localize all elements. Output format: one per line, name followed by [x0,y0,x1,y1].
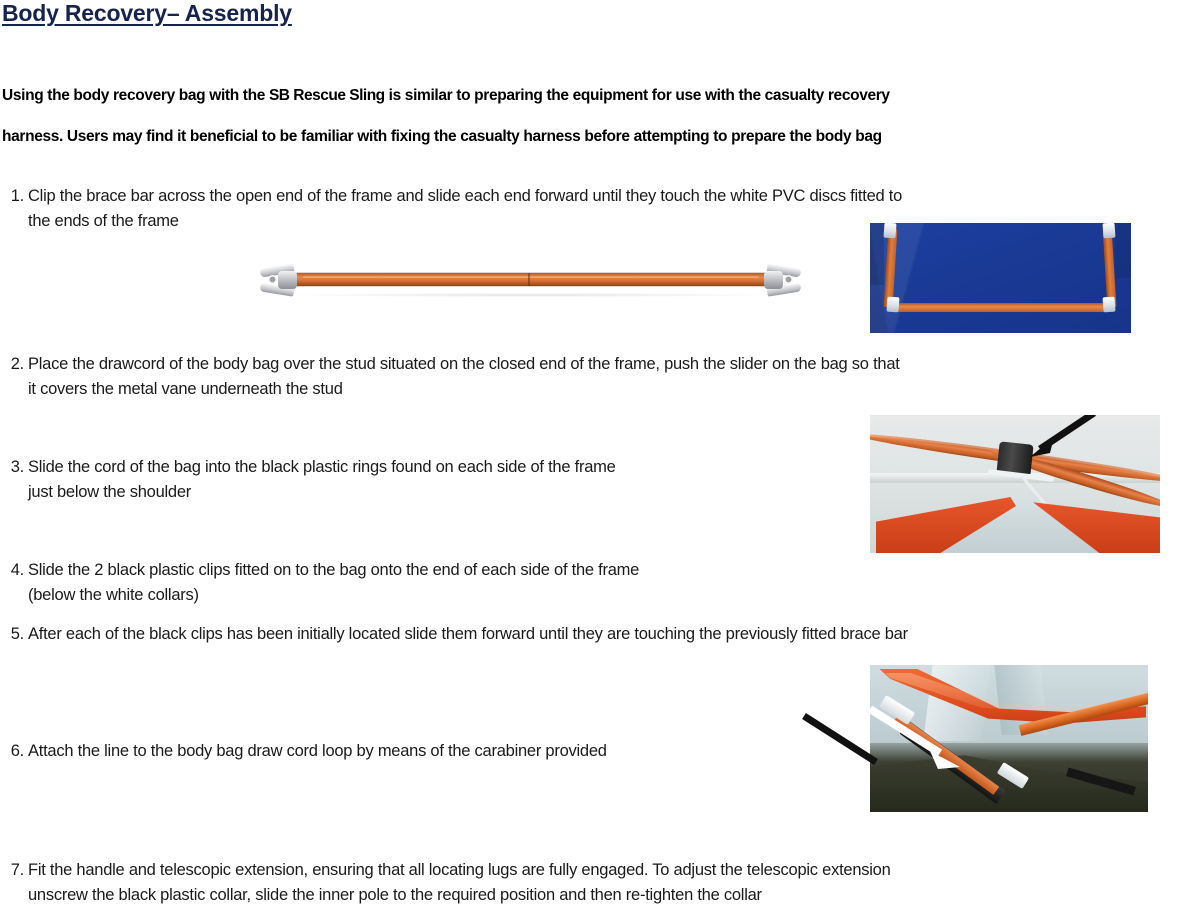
list-item-step-2 [2,352,1187,402]
brace-bar-seam [528,273,530,286]
step-number: 2. [10,355,24,373]
step-text [28,352,1187,402]
step-line: After each of the black clips has been initially located slide them forward until they are touching the previously fitted brace bar [28,625,908,643]
brace-bar-left-clip [258,266,300,294]
brace-bar-right-clip [761,266,803,294]
step-number: 1. [10,187,24,205]
step-text [28,622,1187,647]
clip-eye [268,275,277,284]
step-line: Fit the handle and telescopic extension, ensuring that all locating lugs are fully engaged. To adjust the telescopic extension [28,861,891,879]
step-line: it covers the metal vane underneath the stud [28,380,343,398]
pvc-disc [1102,297,1115,313]
photo-shadow-left [870,223,884,285]
step-line: just below the shoulder [28,483,192,501]
clip-hub [764,271,783,289]
step-number: 3. [10,458,24,476]
intro-line-1 [2,75,1182,116]
list-item-step-7 [2,858,1187,907]
brace-bar-fitted [892,303,1110,312]
step-line: unscrew the black plastic collar, slide the inner pole to the required position and then re-tighten the collar [28,886,762,904]
black-pointer-arrow-tail-icon [800,712,878,776]
intro-paragraph [2,75,1182,157]
step-line: the ends of the frame [28,212,179,230]
white-pointer-arrow-icon [870,703,978,781]
photo-frame-with-brace-bar [870,223,1131,333]
photo-shadow-right [1115,223,1131,278]
photo-black-clip-on-frame [870,665,1148,812]
list-item-step-5 [2,622,1187,647]
step-text [28,739,862,764]
step-number: 5. [10,625,24,643]
step-line: Clip the brace bar across the open end of the frame and slide each end forward until they touch the white PVC discs fitted to [28,187,903,205]
step-line: Place the drawcord of the body bag over the stud situated on the closed end of the frame, push the slider on the bag so that [28,355,900,373]
step-text [28,558,902,608]
list-item-step-6 [2,739,862,764]
step-text [28,858,1187,907]
step-line: Attach the line to the body bag draw cord loop by means of the carabiner provided [28,742,607,760]
pvc-disc [1102,223,1115,238]
step-number: 4. [10,561,24,579]
step-text [28,455,862,505]
step-number: 6. [10,742,24,760]
clip-eye [784,275,793,284]
list-item-step-4 [2,558,902,608]
brace-bar-shadow [288,293,774,297]
pvc-disc [886,297,899,313]
intro-text-c: is similar to preparing the equipment for use with the casualty recovery [384,87,890,104]
step-line: Slide the 2 black plastic clips fitted on to the bag onto the end of each side of the frame [28,561,640,579]
intro-text-a: Using the body recovery bag with the [2,87,269,104]
pvc-disc [883,223,896,238]
clip-hub [278,271,297,289]
step-line: Slide the cord of the bag into the black plastic rings found on each side of the frame [28,458,616,476]
list-item-step-3 [2,455,862,505]
brace-bar-rod [294,273,768,286]
product-name: SB Rescue Sling [268,87,385,104]
brace-bar-illustration [258,258,803,302]
photo-background-fold [870,223,1131,333]
step-number: 7. [10,861,24,879]
intro-line-2: harness. Users may find it beneficial to be familiar with fixing the casualty harness before attempting to prepare the body bag [2,128,882,145]
page-title: Body Recovery– Assembly [2,0,292,26]
black-pointer-arrow-icon [1010,415,1096,459]
photo-slider-over-stud [870,415,1160,553]
step-line: (below the white collars) [28,586,199,604]
